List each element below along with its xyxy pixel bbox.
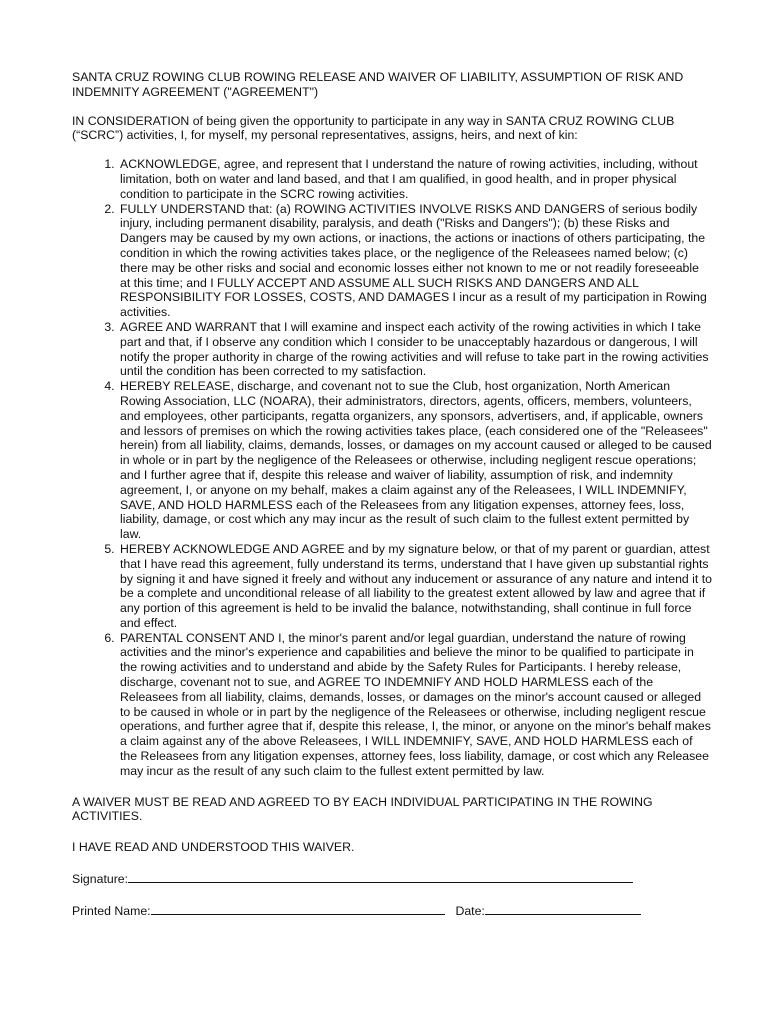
agreement-item-agree-warrant: 3. AGREE AND WARRANT that I will examine and inspect each activity of the rowing activities in which I take part and that, if I observe any condition which I consider to be unacceptably hazardous or dangerous, I will notify the proper authority in charge of the rowing activities and will refuse to take part in the rowing activities until the condition has been corrected to my satisfaction. — [118, 320, 712, 379]
agreement-item-acknowledge: 1. ACKNOWLEDGE, agree, and represent that I understand the nature of rowing activities, including, without limitation, both on water and land based, and that I am qualified, in good health, and in proper physical condition to participate in the SCRC rowing activities. — [118, 157, 712, 201]
date-field[interactable] — [485, 903, 641, 915]
intro-paragraph: IN CONSIDERATION of being given the opportunity to participate in any way in SANTA CRUZ ROWING CLUB (“SCRC”) activities, I, for myself, my personal representatives, assigns, heirs, and next of kin: — [72, 113, 675, 143]
date-label: Date: — [455, 903, 485, 918]
signature-row — [72, 871, 712, 887]
read-statement: I HAVE READ AND UNDERSTOOD THIS WAIVER. — [72, 840, 355, 855]
agreement-item-parental-consent: 6. PARENTAL CONSENT AND I, the minor's parent and/or legal guardian, understand the nature of rowing activities and the minor's experience and capabilities and believe the minor to be qualified to participate in the rowing activities and to understand and abide by the Safety Rules for Participants. I hereby release, discharge, covenant not to sue, and AGREE TO INDEMNIFY AND HOLD HARMLESS each of the Releasees from all liability, claims, demands, losses, or damages on the minor's account caused or alleged to be caused in whole or in part by the negligence of the Releasees or otherwise, including negligent rescue operations, and further agree that if, despite this release, I, the minor, or anyone on the minor's behalf makes a claim against any of the above Releasees, I WILL INDEMNIFY, SAVE, AND HOLD HARMLESS each of the Releasees from any litigation expenses, attorney fees, loss liability, damage, or cost which any Releasee may incur as the result of any such claim to the fullest extent permitted by law. — [118, 631, 712, 779]
agreement-item-understand: 2. FULLY UNDERSTAND that: (a) ROWING ACTIVITIES INVOLVE RISKS AND DANGERS of serious bodily injury, including permanent disability, paralysis, and death ("Risks and Dangers"); (b) these Risks and Dangers may be caused by my own actions, or inactions, the actions or inactions of others participating, the condition in which the rowing activities takes place, or the negligence of the Releasees named below; (c) there may be other risks and social and economic losses either not known to me or not readily foreseeable at this time; and I FULLY ACCEPT AND ASSUME ALL SUCH RISKS AND DANGERS AND ALL RESPONSIBILITY FOR LOSSES, COSTS, AND DAMAGES I incur as a result of my participation in Rowing activities. — [118, 202, 712, 320]
waiver-notice: A WAIVER MUST BE READ AND AGREED TO BY EACH INDIVIDUAL PARTICIPATING IN THE ROWING ACTIVITIES. — [72, 794, 653, 824]
agreement-item-release: 4. HEREBY RELEASE, discharge, and covenant not to sue the Club, host organization, North American Rowing Association, LLC (NOARA), their administrators, directors, agents, officers, members, volunteers, and employees, other participants, regatta organizers, any sponsors, advertisers, and, if applicable, owners and lessors of premises on which the rowing activities takes place, (each considered one of the "Releasees" herein) from all liability, claims, demands, losses, or damages on my account caused or alleged to be caused in whole or in part by the negligence of the Releasees or otherwise, including negligent rescue operations; and I further agree that if, despite this release and waiver of liability, assumption of risk, and indemnity agreement, I, or anyone on my behalf, makes a claim against any of the Releasees, I WILL INDEMNIFY, SAVE, AND HOLD HARMLESS each of the Releasees from any litigation expenses, attorney fees, loss, liability, damage, or cost which any may incur as the result of such claim to the fullest extent permitted by law. — [118, 379, 712, 542]
agreement-item-acknowledge-agree: 5. HEREBY ACKNOWLEDGE AND AGREE and by my signature below, or that of my parent or guardian, attest that I have read this agreement, fully understand its terms, understand that I have given up substantial rights by signing it and have signed it freely and without any inducement or assurance of any nature and intend it to be a complete and unconditional release of all liability to the greatest extent allowed by law and agree that if any portion of this agreement is held to be invalid the balance, notwithstanding, shall continue in full force and effect. — [118, 542, 712, 631]
signature-label: Signature: — [72, 872, 129, 887]
waiver-document — [72, 70, 712, 919]
document-title: SANTA CRUZ ROWING CLUB ROWING RELEASE AND WAIVER OF LIABILITY, ASSUMPTION OF RISK AND INDEMNITY AGREEMENT ("AGREEMENT") — [72, 70, 684, 99]
printed-name-field[interactable] — [151, 903, 445, 915]
printed-name-label: Printed Name: — [72, 903, 151, 918]
signature-field[interactable] — [128, 871, 633, 883]
agreement-list — [72, 157, 712, 778]
printed-name-row — [72, 903, 712, 919]
